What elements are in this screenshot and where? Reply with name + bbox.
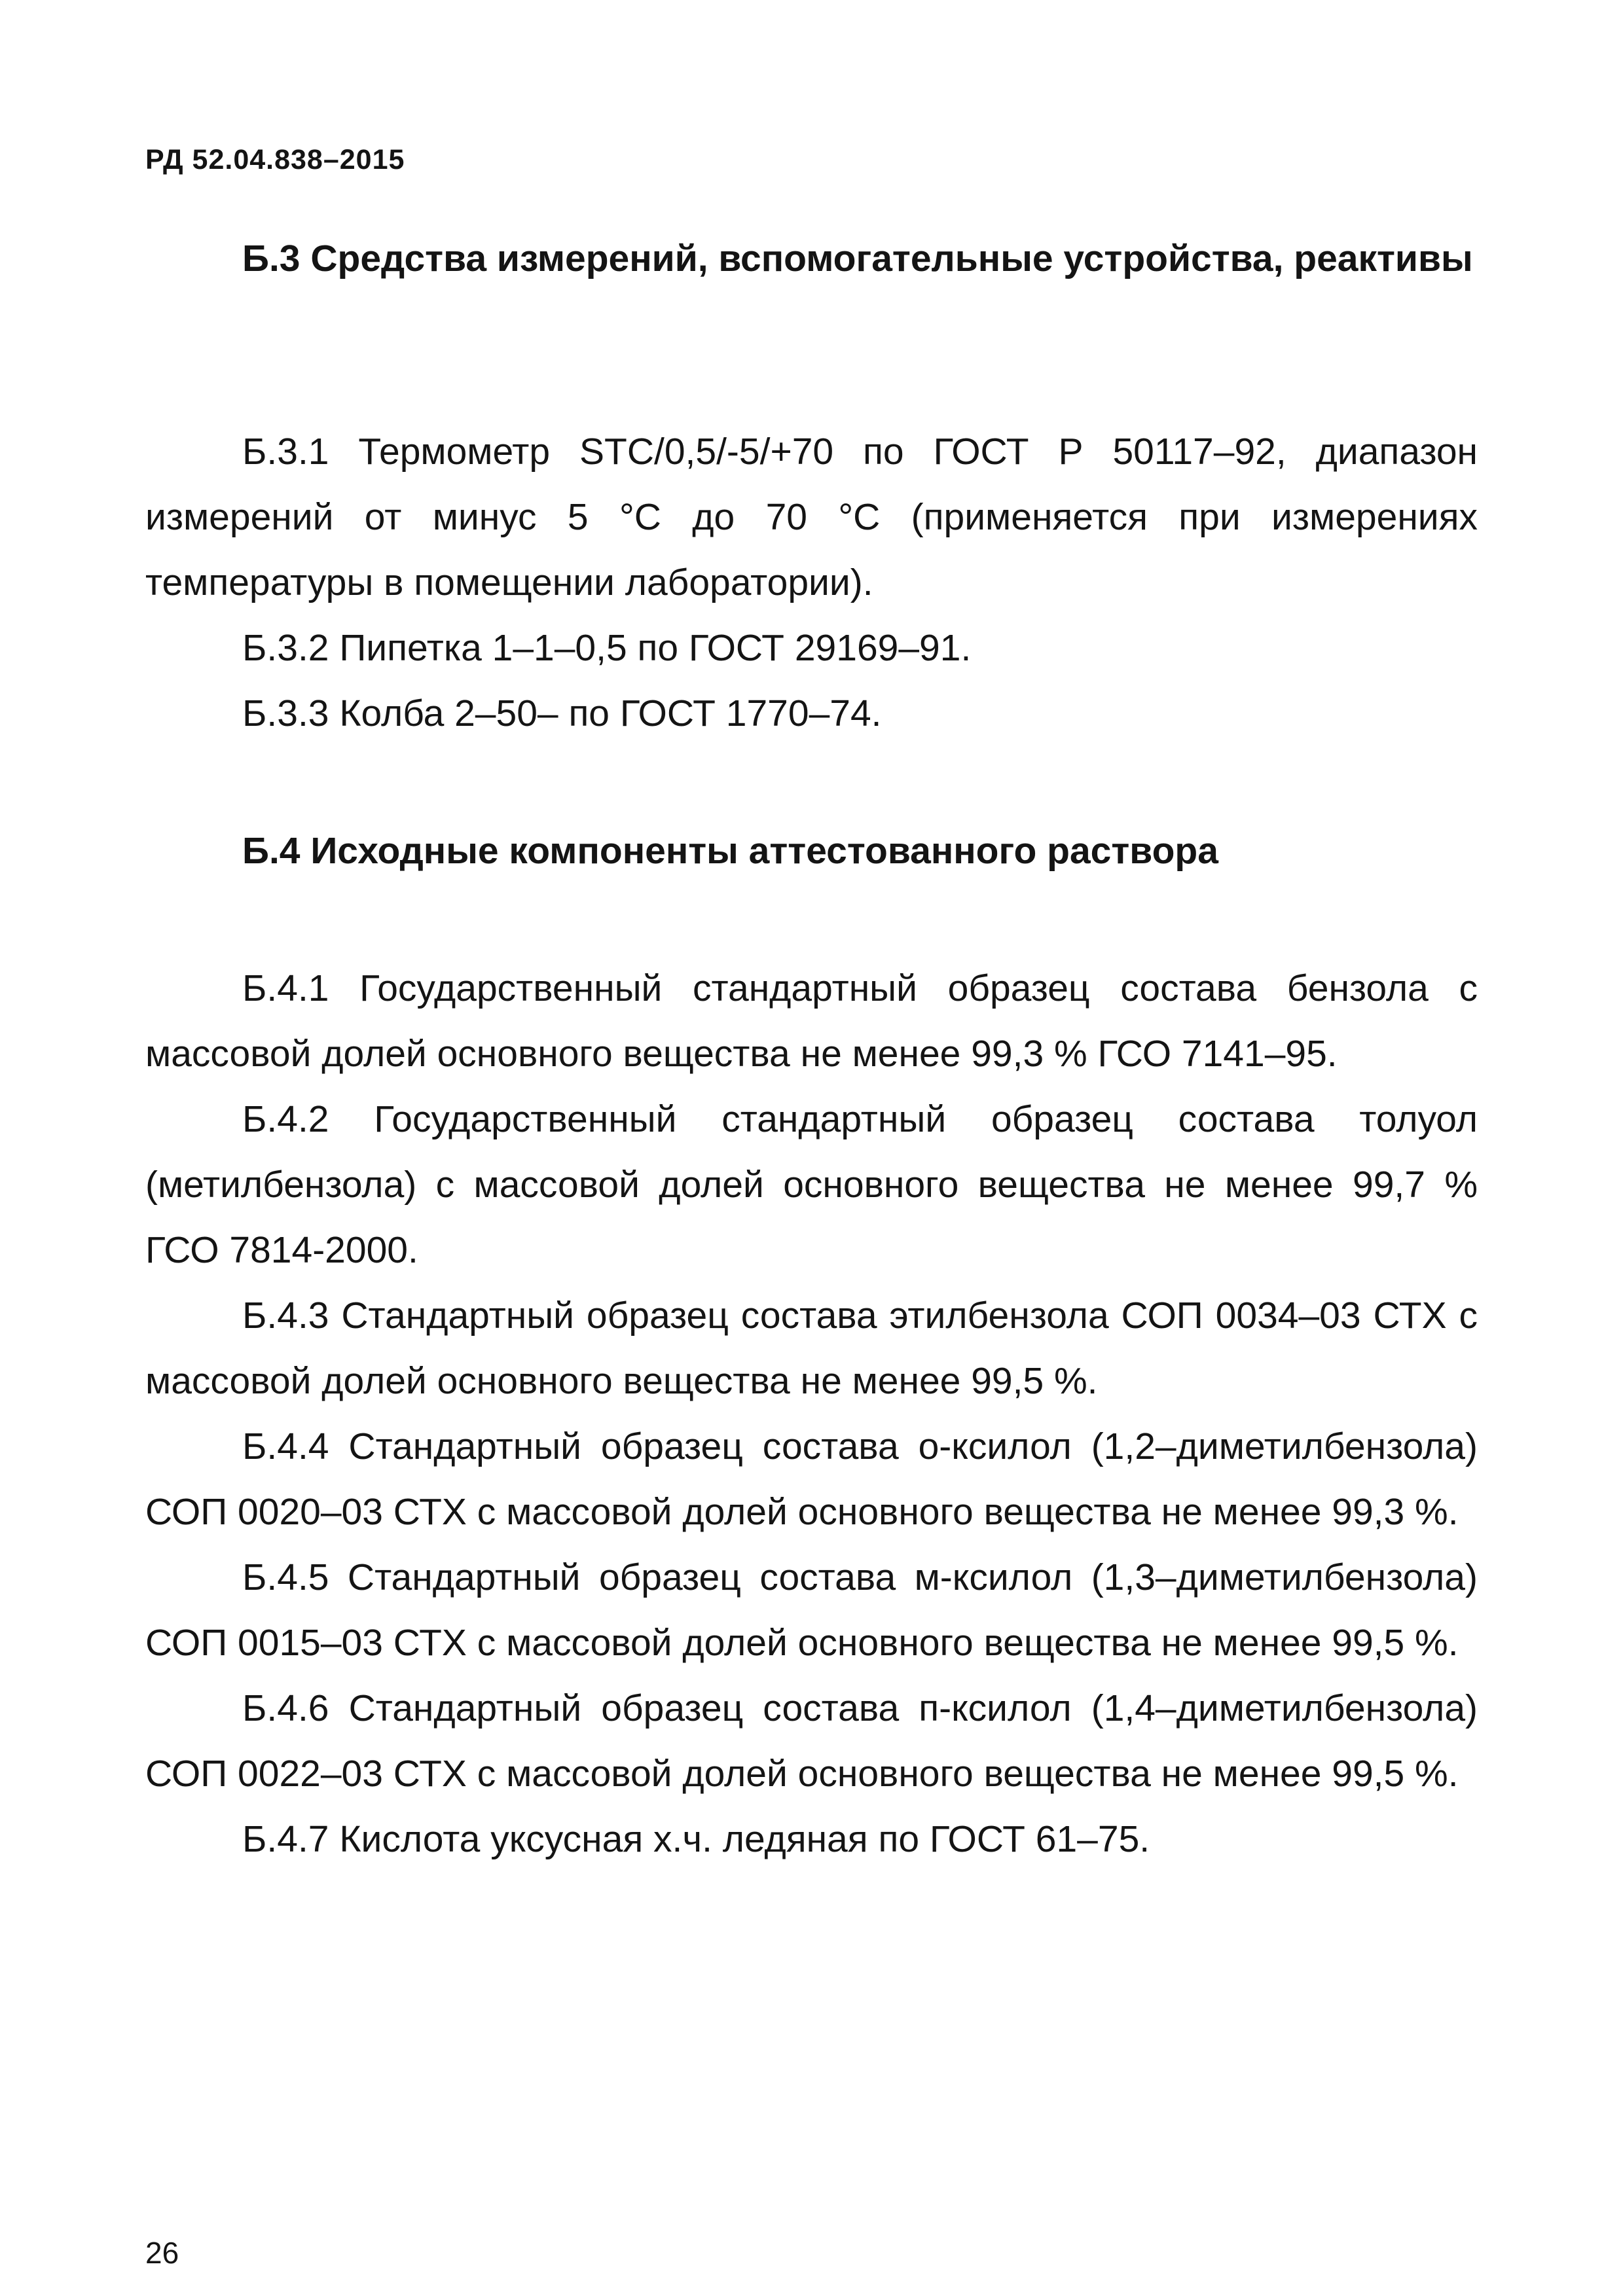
section-b4 [145, 818, 1478, 884]
paragraph-b4-5: Б.4.5 Стандартный образец состава м-ксилол (1,3–диметилбензола) СОП 0015–03 СТХ с массовой долей основного вещества не менее 99,5 %. [145, 1556, 1478, 1664]
page-number: 26 [145, 2236, 179, 2270]
paragraph-b4-2: Б.4.2 Государственный стандартный образец состава толуол (метилбензола) с массовой долей основного вещества не менее 99,7 % ГСО 7814-2000. [145, 1098, 1478, 1271]
paragraph-b3-2: Б.3.2 Пипетка 1–1–0,5 по ГОСТ 29169–91. [242, 627, 972, 669]
paragraph-b3-3: Б.3.3 Колба 2–50– по ГОСТ 1770–74. [242, 692, 882, 734]
paragraph-b4-1: Б.4.1 Государственный стандартный образец состава бензола с массовой долей основного вещества не менее 99,3 % ГСО 7141–95. [145, 967, 1478, 1075]
section-b4-items [145, 956, 1478, 1872]
section-heading-b4: Б.4 Исходные компоненты аттестованного раствора [242, 830, 1218, 872]
paragraph-b4-7: Б.4.7 Кислота уксусная х.ч. ледяная по ГОСТ 61–75. [242, 1818, 1150, 1860]
paragraph-b4-6: Б.4.6 Стандартный образец состава п-ксилол (1,4–диметилбензола) СОП 0022–03 СТХ с массовой долей основного вещества не менее 99,5 %. [145, 1687, 1478, 1795]
document-code: РД 52.04.838–2015 [145, 144, 405, 175]
paragraph-b4-4: Б.4.4 Стандартный образец состава о-ксилол (1,2–диметилбензола) СОП 0020–03 СТХ с массовой долей основного вещества не менее 99,3 %. [145, 1426, 1478, 1533]
section-heading-b3: Б.3 Средства измерений, вспомогательные устройства, реактивы [242, 238, 1473, 279]
paragraph-b4-3: Б.4.3 Стандартный образец состава этилбензола СОП 0034–03 СТХ с массовой долей основного вещества не менее 99,5 %. [145, 1295, 1478, 1402]
section-b3 [145, 226, 1478, 291]
section-b3-items [145, 419, 1478, 746]
paragraph-b3-1: Б.3.1 Термометр STC/0,5/-5/+70 по ГОСТ Р 50117–92, диапазон измерений от минус 5 °С до 70 °С (применяется при измерениях температуры в помещении лаборатории). [145, 431, 1478, 603]
